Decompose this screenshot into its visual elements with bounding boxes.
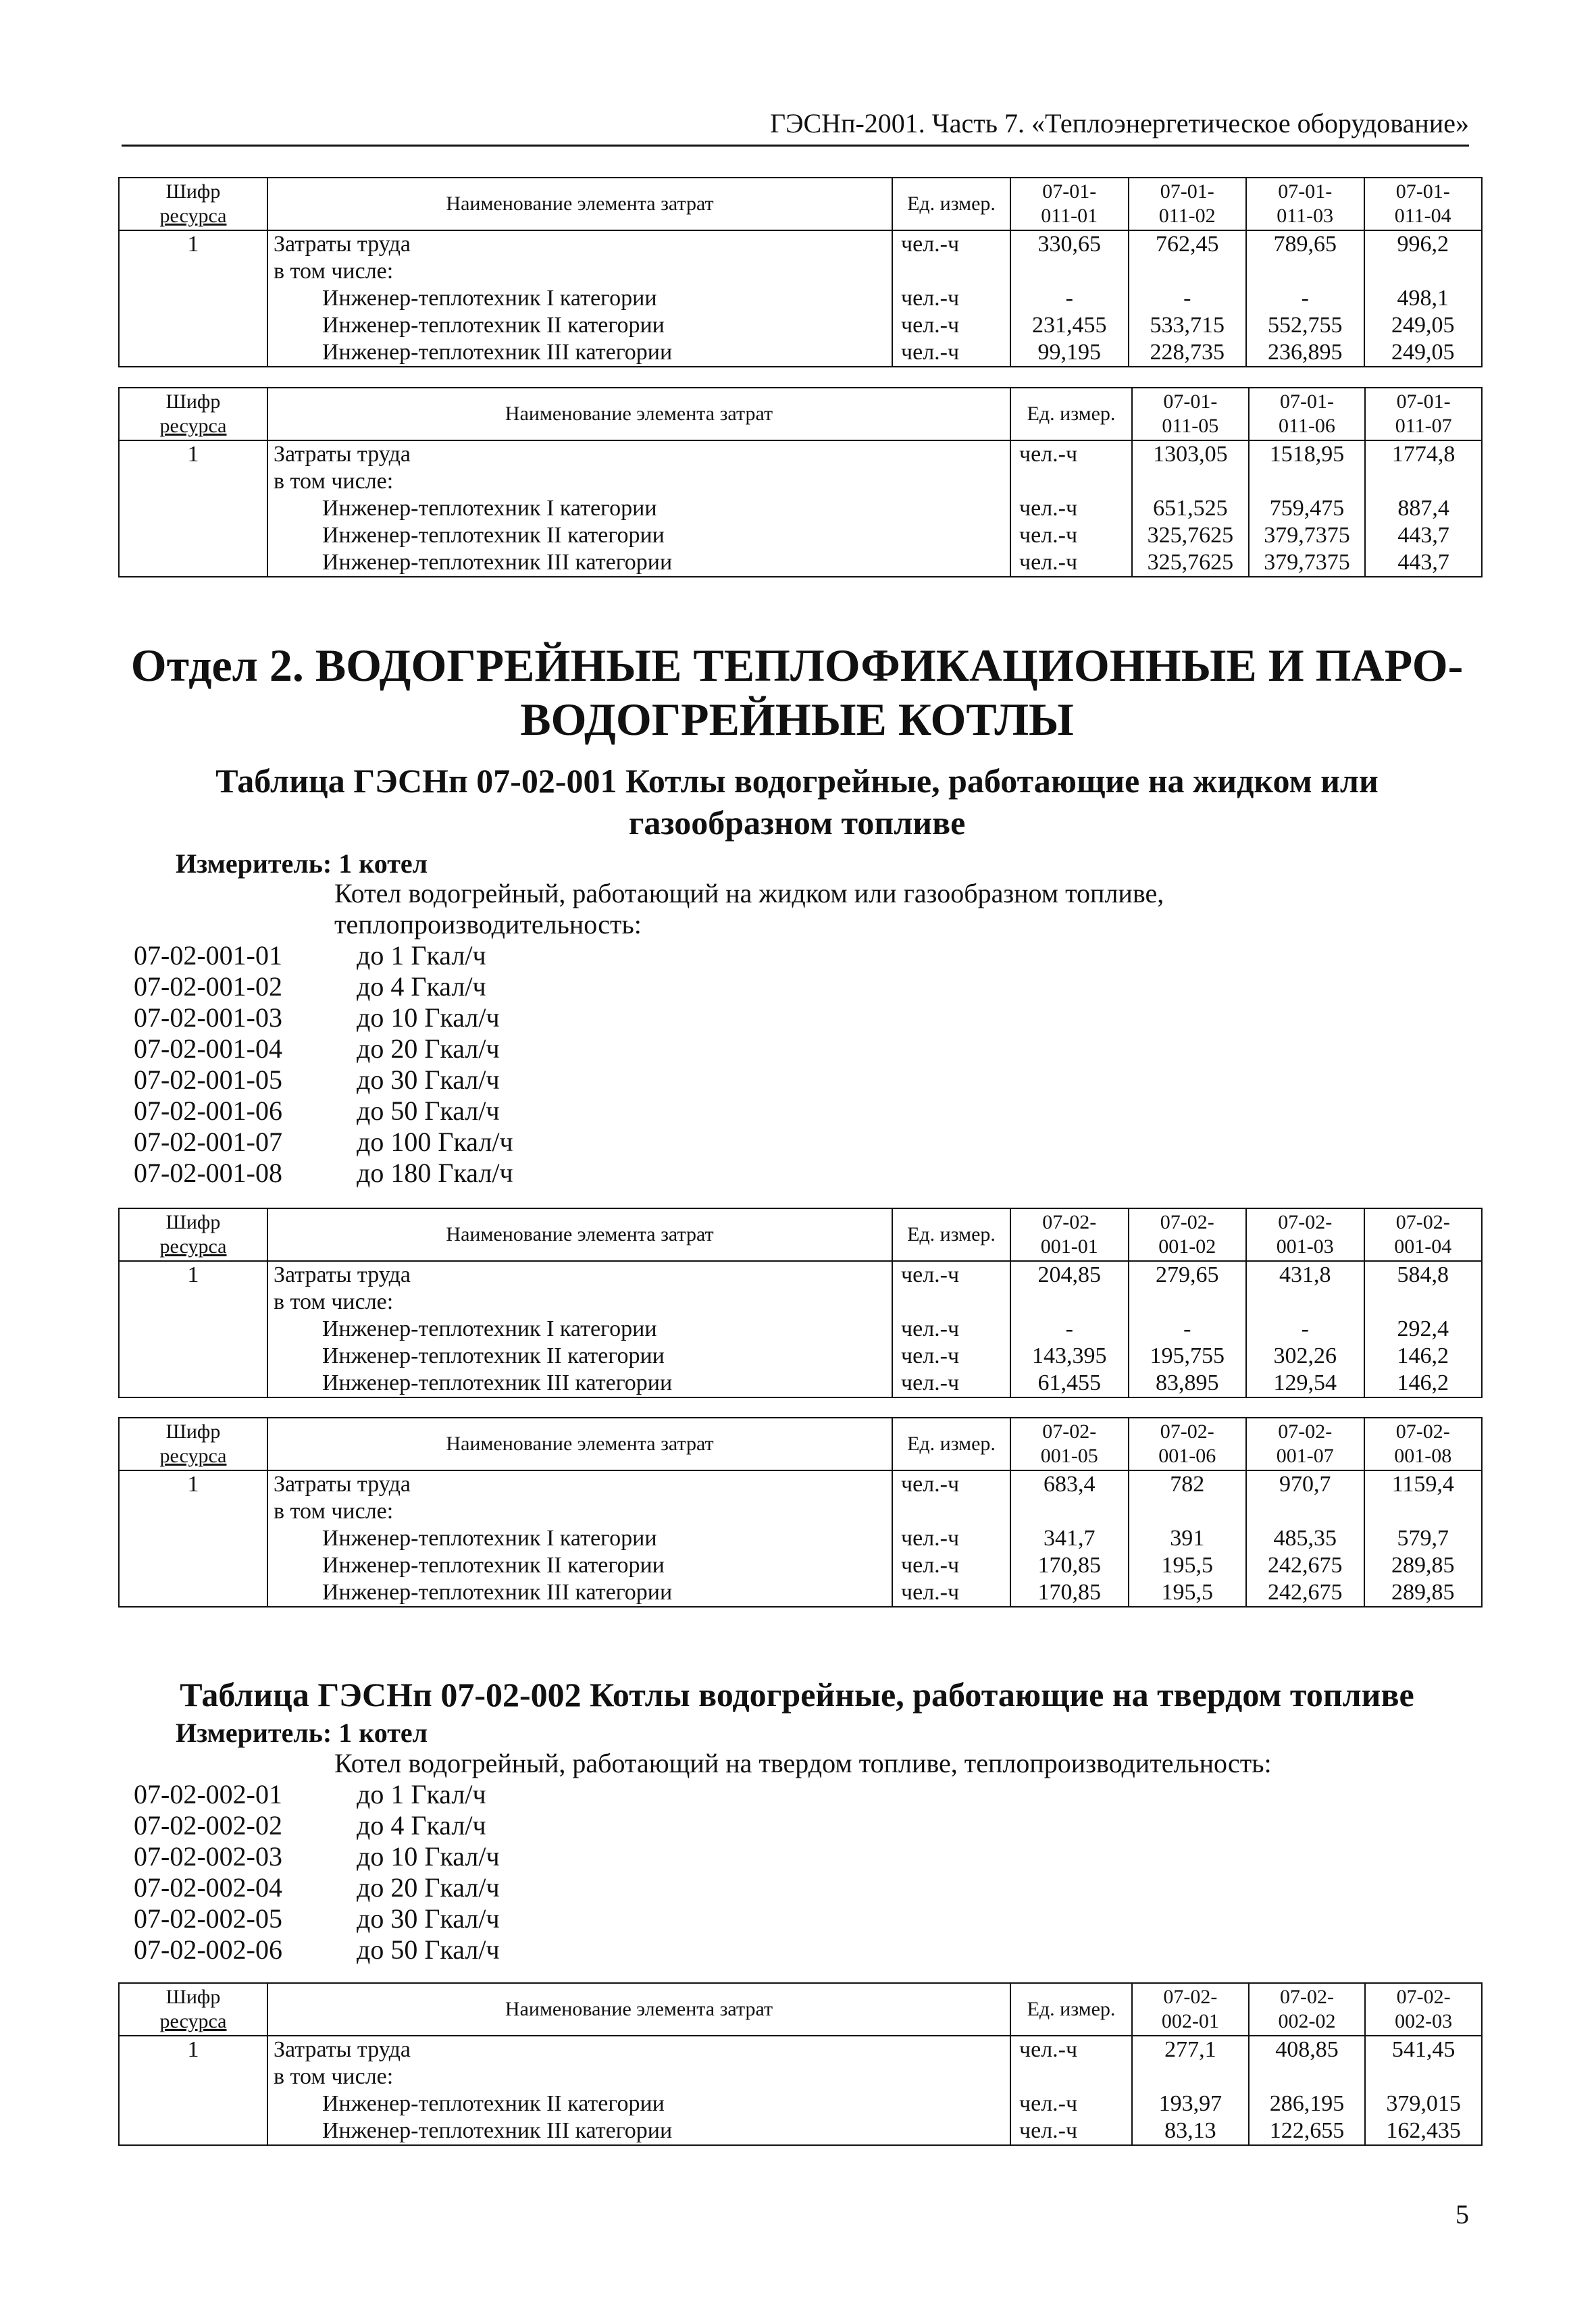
value-cell: 122,655 — [1249, 2117, 1366, 2145]
value-cell: 330,65 — [1010, 230, 1129, 258]
resource-code-cell: 1 — [119, 1261, 267, 1289]
value-cell: 887,4 — [1365, 495, 1482, 522]
capacity-label: до 50 Гкал/ч — [357, 1934, 500, 1965]
unit-cell: чел.-ч — [892, 1525, 1010, 1552]
cost-element-cell: в том числе: — [267, 1498, 892, 1525]
resource-code-cell — [119, 339, 267, 367]
cost-element-cell: Инженер-теплотехник III категории — [267, 1370, 892, 1397]
cost-element-cell: Инженер-теплотехник III категории — [267, 339, 892, 367]
capacity-label: до 30 Гкал/ч — [357, 1903, 500, 1934]
value-cell: 683,4 — [1010, 1470, 1129, 1498]
list-item — [134, 1158, 513, 1189]
value-cell: 228,735 — [1129, 339, 1247, 367]
resource-code-header: Шифр ресурса — [119, 1983, 267, 2036]
unit-cell: чел.-ч — [1010, 495, 1132, 522]
value-cell: - — [1010, 1316, 1129, 1343]
value-cell — [1132, 2063, 1249, 2090]
norm-code-header: 07-01- 011-04 — [1364, 178, 1483, 230]
table-row — [119, 1261, 1482, 1289]
value-cell: 1303,05 — [1132, 440, 1249, 468]
table-header-row — [119, 388, 1482, 440]
resource-code-cell — [119, 1579, 267, 1607]
resource-code-cell — [119, 312, 267, 339]
cost-element-cell: Затраты труда — [267, 440, 1010, 468]
table-row — [119, 230, 1482, 258]
value-cell: 162,435 — [1365, 2117, 1482, 2145]
value-cell: 242,675 — [1246, 1552, 1364, 1579]
capacity-label: до 20 Гкал/ч — [357, 1033, 500, 1064]
capacity-label: до 10 Гкал/ч — [357, 1841, 500, 1872]
table-07-02-001-title: Таблица ГЭСНп 07-02-001 Котлы водогрейные, работающие на жидком или газообразном топливе — [215, 762, 1379, 842]
value-cell: 782 — [1129, 1470, 1247, 1498]
table-header-row — [119, 1418, 1482, 1470]
list-item — [134, 1002, 513, 1033]
cost-element-cell: Инженер-теплотехник II категории — [267, 312, 892, 339]
value-cell: 552,755 — [1246, 312, 1364, 339]
resource-code-cell — [119, 522, 267, 549]
value-cell — [1364, 1498, 1483, 1525]
resource-code-header: Шифр ресурса — [119, 1208, 267, 1261]
value-cell: 485,35 — [1246, 1525, 1364, 1552]
value-cell: 443,7 — [1365, 549, 1482, 577]
resource-code-cell — [119, 1498, 267, 1525]
value-cell: 277,1 — [1132, 2036, 1249, 2063]
table-row — [119, 2117, 1482, 2145]
value-cell: 533,715 — [1129, 312, 1247, 339]
value-cell — [1246, 1289, 1364, 1316]
cost-table-07-02-001-part1 — [118, 1208, 1483, 1398]
table-row — [119, 1370, 1482, 1397]
value-cell — [1129, 1498, 1247, 1525]
cost-table-07-01-011-part1 — [118, 177, 1483, 367]
value-cell: 279,65 — [1129, 1261, 1247, 1289]
table-row — [119, 1316, 1482, 1343]
resource-code-cell: 1 — [119, 1470, 267, 1498]
table-row — [119, 1552, 1482, 1579]
page-number: 5 — [1456, 2199, 1469, 2230]
table-row — [119, 1470, 1482, 1498]
unit-cell: чел.-ч — [1010, 522, 1132, 549]
capacity-label: до 50 Гкал/ч — [357, 1096, 500, 1126]
cost-element-cell: в том числе: — [267, 2063, 1010, 2090]
norm-code-header: 07-02- 001-06 — [1129, 1418, 1247, 1470]
unit-header: Ед. измер. — [1010, 1983, 1132, 2036]
table-row — [119, 495, 1482, 522]
meter-label: Измеритель: 1 котел — [176, 848, 428, 879]
norm-code: 07-02-002-05 — [134, 1903, 282, 1934]
value-cell: 195,755 — [1129, 1343, 1247, 1370]
norm-code: 07-02-002-04 — [134, 1872, 282, 1903]
value-cell: 341,7 — [1010, 1525, 1129, 1552]
unit-cell: чел.-ч — [892, 1343, 1010, 1370]
table-row — [119, 1525, 1482, 1552]
list-item — [134, 1033, 513, 1064]
value-cell: 99,195 — [1010, 339, 1129, 367]
value-cell: 443,7 — [1365, 522, 1482, 549]
value-cell — [1132, 468, 1249, 495]
value-cell: 193,97 — [1132, 2090, 1249, 2117]
norm-code: 07-02-001-02 — [134, 971, 282, 1002]
resource-code-cell — [119, 549, 267, 577]
unit-cell — [1010, 2063, 1132, 2090]
resource-code-cell — [119, 1370, 267, 1397]
resource-code-cell — [119, 2063, 267, 2090]
value-cell: 541,45 — [1365, 2036, 1482, 2063]
norm-code-header: 07-02- 001-01 — [1010, 1208, 1129, 1261]
norm-code-header: 07-02- 001-03 — [1246, 1208, 1364, 1261]
cost-element-cell: Затраты труда — [267, 1261, 892, 1289]
unit-cell: чел.-ч — [892, 1552, 1010, 1579]
value-cell: 1159,4 — [1364, 1470, 1483, 1498]
table-row — [119, 1498, 1482, 1525]
norm-code: 07-02-001-06 — [134, 1096, 282, 1126]
norm-code-header: 07-02- 001-07 — [1246, 1418, 1364, 1470]
value-cell: 651,525 — [1132, 495, 1249, 522]
capacity-label: до 30 Гкал/ч — [357, 1064, 500, 1095]
list-item — [134, 1779, 500, 1810]
cost-element-cell: Инженер-теплотехник III категории — [267, 1579, 892, 1607]
cost-table-07-02-001-part2 — [118, 1417, 1483, 1608]
value-cell — [1246, 258, 1364, 285]
cost-element-cell: Затраты труда — [267, 230, 892, 258]
resource-code-cell — [119, 285, 267, 312]
value-cell: - — [1010, 285, 1129, 312]
list-item — [134, 1810, 500, 1841]
capacity-label: до 4 Гкал/ч — [357, 1810, 486, 1841]
code-list-07-02-001 — [134, 940, 513, 1189]
value-cell: 302,26 — [1246, 1343, 1364, 1370]
norm-code: 07-02-001-03 — [134, 1002, 282, 1033]
cost-element-cell: Затраты труда — [267, 1470, 892, 1498]
value-cell: 249,05 — [1364, 339, 1483, 367]
norm-code-header: 07-02- 001-05 — [1010, 1418, 1129, 1470]
value-cell: 498,1 — [1364, 285, 1483, 312]
table-07-02-002-title: Таблица ГЭСНп 07-02-002 Котлы водогрейные, работающие на твердом топливе — [180, 1676, 1414, 1714]
value-cell: 408,85 — [1249, 2036, 1366, 2063]
unit-cell: чел.-ч — [892, 339, 1010, 367]
value-cell: - — [1129, 1316, 1247, 1343]
norm-code: 07-02-002-03 — [134, 1841, 282, 1872]
unit-cell — [892, 1289, 1010, 1316]
unit-cell — [1010, 468, 1132, 495]
norm-code-header: 07-01- 011-06 — [1249, 388, 1366, 440]
list-item — [134, 940, 513, 971]
capacity-label: до 1 Гкал/ч — [357, 1779, 486, 1809]
resource-code-header: Шифр ресурса — [119, 1418, 267, 1470]
unit-header: Ед. измер. — [892, 178, 1010, 230]
value-cell: 579,7 — [1364, 1525, 1483, 1552]
value-cell: - — [1246, 285, 1364, 312]
norm-code-header: 07-01- 011-02 — [1129, 178, 1247, 230]
list-item — [134, 1064, 513, 1096]
norm-code-header: 07-02- 002-02 — [1249, 1983, 1366, 2036]
unit-cell: чел.-ч — [892, 312, 1010, 339]
unit-cell: чел.-ч — [1010, 2117, 1132, 2145]
norm-code-header: 07-01- 011-03 — [1246, 178, 1364, 230]
cost-element-cell: Инженер-теплотехник III категории — [267, 549, 1010, 577]
table-row — [119, 2063, 1482, 2090]
value-cell: 292,4 — [1364, 1316, 1483, 1343]
norm-code: 07-02-001-07 — [134, 1127, 282, 1157]
norm-code: 07-02-001-04 — [134, 1033, 282, 1064]
capacity-label: до 1 Гкал/ч — [357, 940, 486, 971]
code-list-07-02-002 — [134, 1779, 500, 1965]
norm-code-header: 07-01- 011-05 — [1132, 388, 1249, 440]
value-cell — [1010, 1498, 1129, 1525]
norm-code: 07-02-002-02 — [134, 1810, 282, 1841]
norm-code-header: 07-01- 011-01 — [1010, 178, 1129, 230]
table-row — [119, 440, 1482, 468]
cost-element-cell: Инженер-теплотехник I категории — [267, 285, 892, 312]
table-row — [119, 2090, 1482, 2117]
norm-code: 07-02-001-05 — [134, 1064, 282, 1095]
resource-code-cell — [119, 468, 267, 495]
unit-cell: чел.-ч — [1010, 440, 1132, 468]
value-cell: 325,7625 — [1132, 522, 1249, 549]
value-cell — [1365, 468, 1482, 495]
unit-cell: чел.-ч — [892, 1370, 1010, 1397]
cost-element-cell: Инженер-теплотехник II категории — [267, 522, 1010, 549]
cost-element-header: Наименование элемента затрат — [267, 178, 892, 230]
value-cell: 431,8 — [1246, 1261, 1364, 1289]
value-cell: 242,675 — [1246, 1579, 1364, 1607]
unit-cell: чел.-ч — [892, 1470, 1010, 1498]
value-cell: 379,7375 — [1249, 522, 1366, 549]
norm-code-header: 07-02- 001-02 — [1129, 1208, 1247, 1261]
cost-element-header: Наименование элемента затрат — [267, 1418, 892, 1470]
value-cell: 970,7 — [1246, 1470, 1364, 1498]
value-cell: 759,475 — [1249, 495, 1366, 522]
value-cell — [1364, 1289, 1483, 1316]
resource-code-cell — [119, 1525, 267, 1552]
unit-cell: чел.-ч — [892, 1579, 1010, 1607]
value-cell: 325,7625 — [1132, 549, 1249, 577]
resource-code-cell — [119, 2117, 267, 2145]
norm-code: 07-02-002-01 — [134, 1779, 282, 1809]
list-item — [134, 1841, 500, 1872]
table-header-row — [119, 178, 1482, 230]
meter-label: Измеритель: 1 котел — [176, 1718, 428, 1748]
unit-cell — [892, 1498, 1010, 1525]
value-cell — [1365, 2063, 1482, 2090]
value-cell: 146,2 — [1364, 1370, 1483, 1397]
value-cell — [1246, 1498, 1364, 1525]
unit-cell: чел.-ч — [1010, 2090, 1132, 2117]
value-cell: 170,85 — [1010, 1579, 1129, 1607]
list-item — [134, 1096, 513, 1127]
table-row — [119, 468, 1482, 495]
list-item — [134, 1934, 500, 1965]
value-cell: - — [1129, 285, 1247, 312]
value-cell: 204,85 — [1010, 1261, 1129, 1289]
unit-cell: чел.-ч — [1010, 549, 1132, 577]
resource-code-cell — [119, 495, 267, 522]
list-item — [134, 1127, 513, 1158]
resource-code-cell — [119, 1316, 267, 1343]
table-row — [119, 285, 1482, 312]
list-item — [134, 1903, 500, 1934]
section-title: Отдел 2. ВОДОГРЕЙНЫЕ ТЕПЛОФИКАЦИОННЫЕ И ПАРО- ВОДОГРЕЙНЫЕ КОТЛЫ — [130, 640, 1464, 745]
unit-cell — [892, 258, 1010, 285]
table-row — [119, 1289, 1482, 1316]
unit-cell: чел.-ч — [892, 1316, 1010, 1343]
value-cell: 789,65 — [1246, 230, 1364, 258]
value-cell: 584,8 — [1364, 1261, 1483, 1289]
value-cell: 83,13 — [1132, 2117, 1249, 2145]
value-cell: 996,2 — [1364, 230, 1483, 258]
table-row — [119, 339, 1482, 367]
cost-element-cell: в том числе: — [267, 1289, 892, 1316]
running-header: ГЭСНп-2001. Часть 7. «Теплоэнергетическое оборудование» — [122, 108, 1469, 147]
norm-code-header: 07-02- 001-04 — [1364, 1208, 1483, 1261]
description: Котел водогрейный, работающий на твердом топливе, теплопроизводительность: — [334, 1748, 1272, 1778]
unit-header: Ед. измер. — [892, 1208, 1010, 1261]
value-cell: 146,2 — [1364, 1343, 1483, 1370]
resource-code-cell: 1 — [119, 2036, 267, 2063]
cost-element-cell: Инженер-теплотехник II категории — [267, 1552, 892, 1579]
capacity-label: до 4 Гкал/ч — [357, 971, 486, 1002]
resource-code-cell — [119, 1343, 267, 1370]
cost-element-cell: Затраты труда — [267, 2036, 1010, 2063]
unit-cell: чел.-ч — [892, 285, 1010, 312]
list-item — [134, 1872, 500, 1903]
value-cell: 286,195 — [1249, 2090, 1366, 2117]
value-cell: 143,395 — [1010, 1343, 1129, 1370]
cost-element-header: Наименование элемента затрат — [267, 1983, 1010, 2036]
value-cell: 762,45 — [1129, 230, 1247, 258]
value-cell: 249,05 — [1364, 312, 1483, 339]
value-cell — [1010, 1289, 1129, 1316]
capacity-label: до 20 Гкал/ч — [357, 1872, 500, 1903]
value-cell: 83,895 — [1129, 1370, 1247, 1397]
value-cell: 379,7375 — [1249, 549, 1366, 577]
value-cell: 379,015 — [1365, 2090, 1482, 2117]
resource-code-cell: 1 — [119, 230, 267, 258]
value-cell: 1774,8 — [1365, 440, 1482, 468]
table-row — [119, 1579, 1482, 1607]
resource-code-cell: 1 — [119, 440, 267, 468]
table-row — [119, 258, 1482, 285]
value-cell: 195,5 — [1129, 1552, 1247, 1579]
value-cell — [1249, 468, 1366, 495]
value-cell: 391 — [1129, 1525, 1247, 1552]
unit-cell: чел.-ч — [892, 1261, 1010, 1289]
cost-element-cell: Инженер-теплотехник II категории — [267, 2090, 1010, 2117]
cost-element-cell: Инженер-теплотехник I категории — [267, 1316, 892, 1343]
resource-code-cell — [119, 2090, 267, 2117]
value-cell — [1249, 2063, 1366, 2090]
cost-element-cell: Инженер-теплотехник II категории — [267, 1343, 892, 1370]
value-cell — [1010, 258, 1129, 285]
value-cell: - — [1246, 1316, 1364, 1343]
value-cell: 1518,95 — [1249, 440, 1366, 468]
norm-code-header: 07-02- 002-03 — [1365, 1983, 1482, 2036]
table-row — [119, 2036, 1482, 2063]
norm-code: 07-02-001-08 — [134, 1158, 282, 1188]
resource-code-cell — [119, 1289, 267, 1316]
value-cell — [1129, 1289, 1247, 1316]
value-cell — [1129, 258, 1247, 285]
capacity-label: до 180 Гкал/ч — [357, 1158, 513, 1188]
norm-code-header: 07-02- 002-01 — [1132, 1983, 1249, 2036]
unit-header: Ед. измер. — [892, 1418, 1010, 1470]
unit-cell: чел.-ч — [1010, 2036, 1132, 2063]
value-cell: 129,54 — [1246, 1370, 1364, 1397]
value-cell: 170,85 — [1010, 1552, 1129, 1579]
cost-table-07-02-002 — [118, 1982, 1483, 2146]
description: Котел водогрейный, работающий на жидком или газообразном топливе, теплопроизводительность: — [334, 878, 1164, 940]
unit-header: Ед. измер. — [1010, 388, 1132, 440]
cost-element-cell: в том числе: — [267, 258, 892, 285]
cost-element-header: Наименование элемента затрат — [267, 388, 1010, 440]
value-cell: 236,895 — [1246, 339, 1364, 367]
value-cell — [1364, 258, 1483, 285]
norm-code: 07-02-002-06 — [134, 1934, 282, 1965]
resource-code-cell — [119, 1552, 267, 1579]
norm-code: 07-02-001-01 — [134, 940, 282, 971]
resource-code-cell — [119, 258, 267, 285]
value-cell: 231,455 — [1010, 312, 1129, 339]
cost-element-header: Наименование элемента затрат — [267, 1208, 892, 1261]
norm-code-header: 07-01- 011-07 — [1365, 388, 1482, 440]
table-row — [119, 549, 1482, 577]
cost-element-cell: Инженер-теплотехник III категории — [267, 2117, 1010, 2145]
capacity-label: до 100 Гкал/ч — [357, 1127, 513, 1157]
value-cell: 195,5 — [1129, 1579, 1247, 1607]
cost-element-cell: Инженер-теплотехник I категории — [267, 495, 1010, 522]
norm-code-header: 07-02- 001-08 — [1364, 1418, 1483, 1470]
capacity-label: до 10 Гкал/ч — [357, 1002, 500, 1033]
list-item — [134, 971, 513, 1002]
resource-code-header: Шифр ресурса — [119, 388, 267, 440]
table-row — [119, 312, 1482, 339]
unit-cell: чел.-ч — [892, 230, 1010, 258]
cost-table-07-01-011-part2 — [118, 387, 1483, 577]
cost-element-cell: в том числе: — [267, 468, 1010, 495]
value-cell: 289,85 — [1364, 1579, 1483, 1607]
table-header-row — [119, 1983, 1482, 2036]
value-cell: 289,85 — [1364, 1552, 1483, 1579]
table-row — [119, 522, 1482, 549]
cost-element-cell: Инженер-теплотехник I категории — [267, 1525, 892, 1552]
value-cell: 61,455 — [1010, 1370, 1129, 1397]
table-row — [119, 1343, 1482, 1370]
table-header-row — [119, 1208, 1482, 1261]
resource-code-header: Шифр ресурса — [119, 178, 267, 230]
